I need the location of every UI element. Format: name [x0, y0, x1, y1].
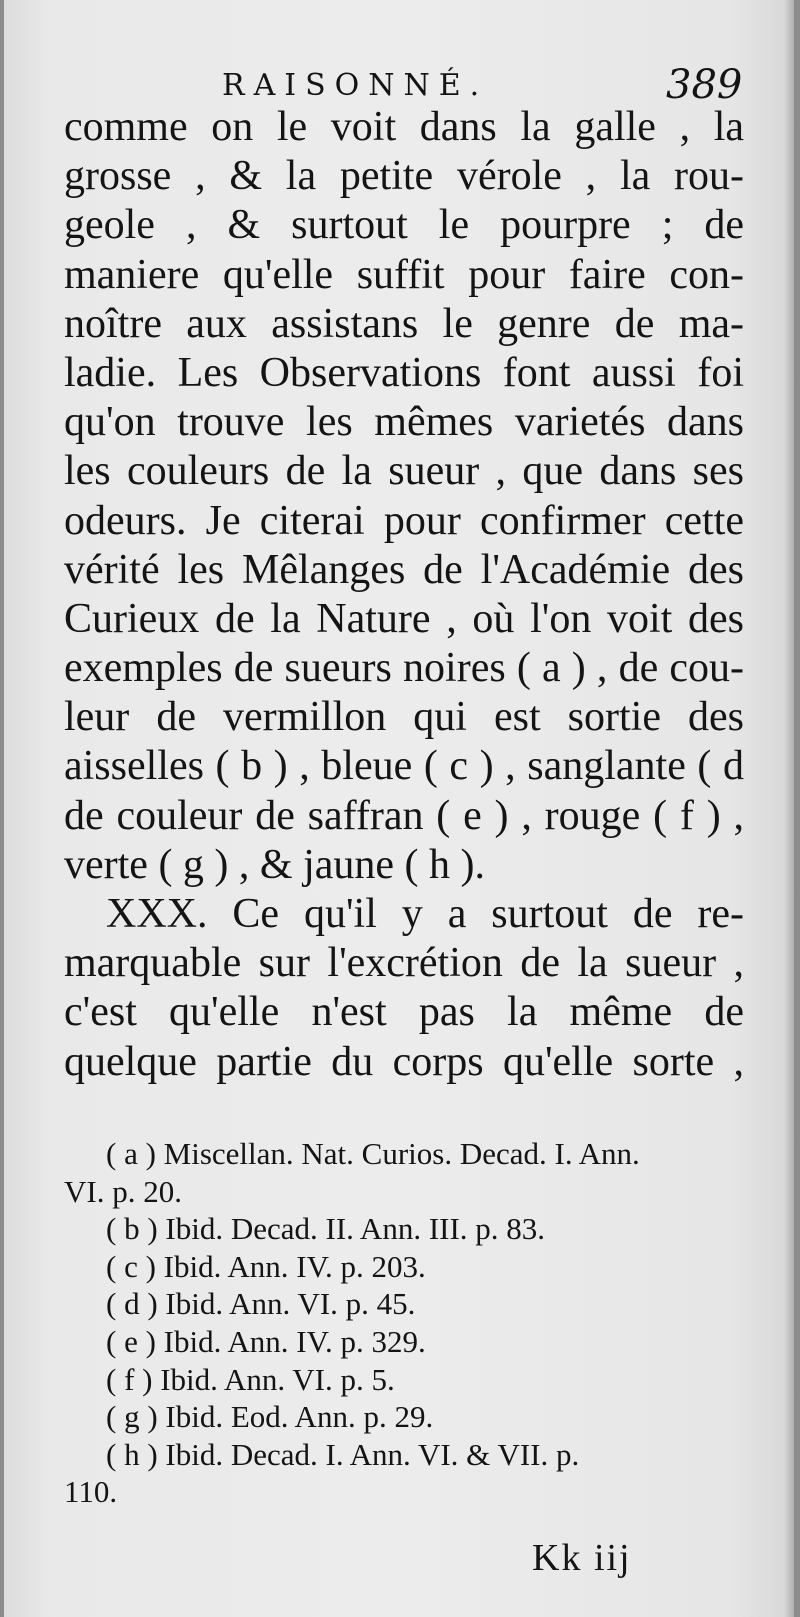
footnote-line: ( c ) Ibid. Ann. IV. p. 203. [106, 1248, 426, 1284]
running-head: RAISONNÉ. [222, 68, 489, 103]
body-line: verte ( g ) , & jaune ( h ). [64, 841, 486, 888]
footnote-line: ( a ) Miscellan. Nat. Curios. Decad. I. Ann. [106, 1136, 640, 1171]
body-line: Curieux de la Nature , où l'on voit des [64, 595, 744, 642]
body-line: exemples de sueurs noires ( a ) , de cou- [64, 645, 744, 692]
body-line: grosse , & la petite vérole , la rou- [64, 153, 744, 200]
footnote-line: ( e ) Ibid. Ann. IV. p. 329. [106, 1323, 426, 1359]
body-line: qu'on trouve les mêmes varietés dans [64, 399, 744, 446]
body-line: odeurs. Je citerai pour confirmer cette [64, 497, 744, 544]
body-line: c'est qu'elle n'est pas la même de [64, 989, 744, 1036]
body-line: les couleurs de la sueur , que dans ses [64, 448, 744, 495]
body-line: quelque partie du corps qu'elle sorte , [64, 1038, 744, 1085]
body-line: vérité les Mêlanges de l'Académie des [64, 546, 744, 593]
body-line: maniere qu'elle suffit pour faire con- [64, 251, 744, 298]
footnotes [64, 1135, 754, 1511]
body-line: de couleur de saffran ( e ) , rouge ( f ) , [64, 792, 744, 839]
footnote-line: ( f ) Ibid. Ann. VI. p. 5. [106, 1361, 395, 1397]
footnote-line: 110. [64, 1474, 118, 1510]
footnote-line: ( b ) Ibid. Decad. II. Ann. III. p. 83. [106, 1211, 546, 1247]
body-line: XXX. Ce qu'il y a surtout de re- [106, 891, 744, 937]
footnote-line: VI. p. 20. [64, 1173, 182, 1209]
footnote-line: ( h ) Ibid. Decad. I. Ann. VI. & VII. p. [106, 1436, 580, 1472]
signature-mark: Kk iij [532, 1537, 632, 1579]
page-number: 389 [666, 62, 743, 108]
footnote-line: ( g ) Ibid. Eod. Ann. p. 29. [106, 1399, 434, 1435]
body-line: ladie. Les Observations font aussi foi [64, 349, 744, 396]
body-line: leur de vermillon qui est sortie des [64, 694, 744, 741]
book-page [4, 0, 794, 1617]
body-line: aisselles ( b ) , bleue ( c ) , sanglante ( d [64, 743, 744, 790]
body-line: comme on le voit dans la galle , la [64, 104, 744, 150]
body-line: marquable sur l'excrétion de la sueur , [64, 940, 744, 987]
body-text [64, 103, 744, 1087]
body-line: geole , & surtout le pourpre ; de [64, 202, 744, 249]
body-line: noître aux assistans le genre de ma- [64, 300, 744, 347]
footnote-line: ( d ) Ibid. Ann. VI. p. 45. [106, 1286, 416, 1322]
